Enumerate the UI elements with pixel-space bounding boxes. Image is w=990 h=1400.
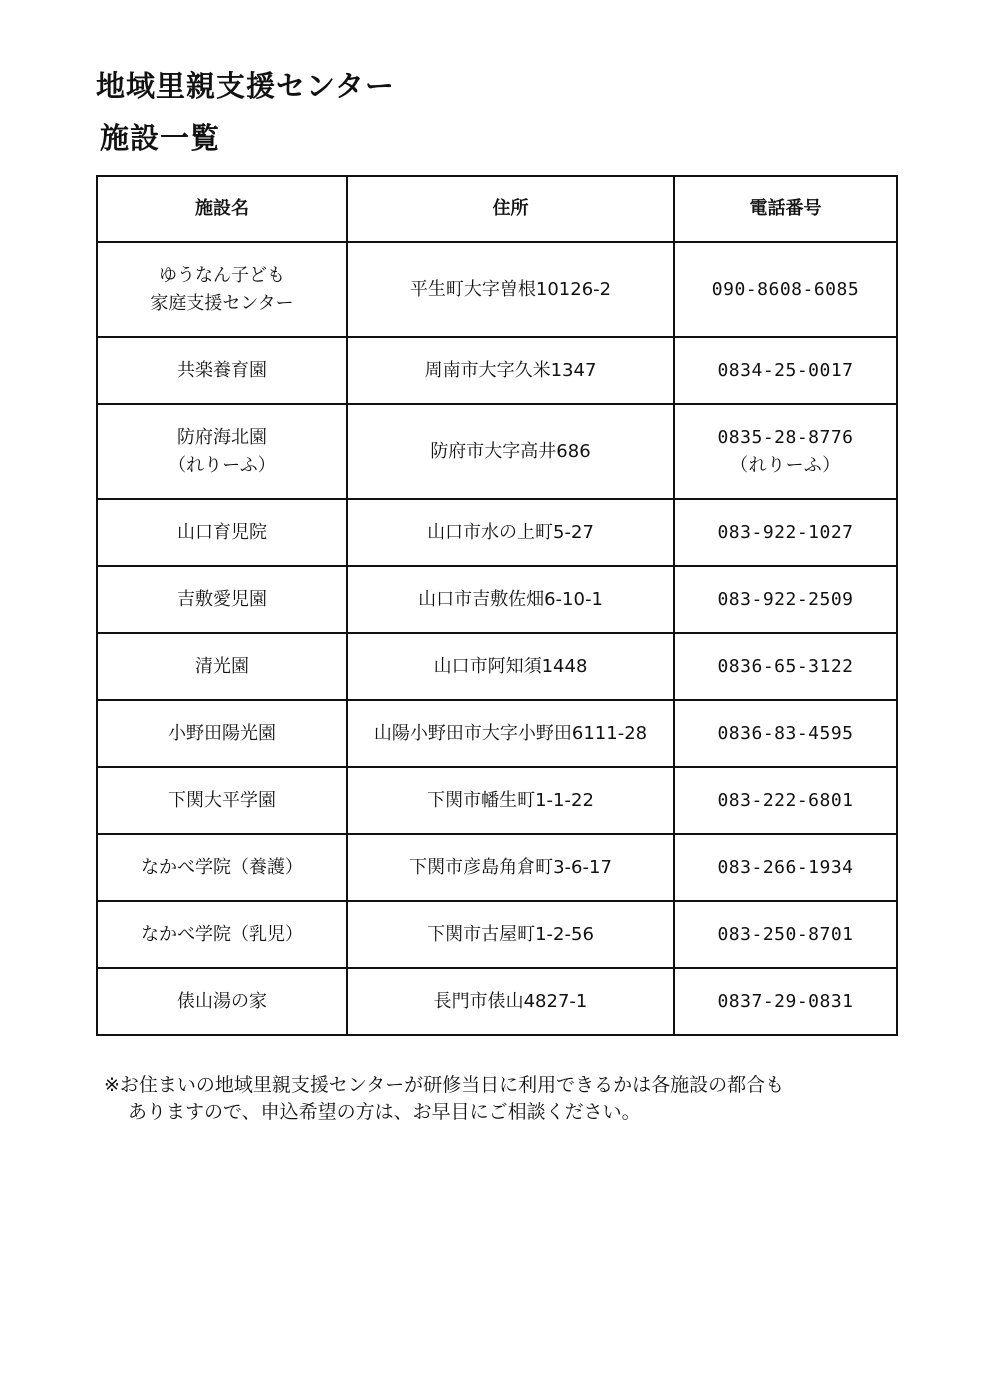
- facility-name-cell: [97, 337, 347, 404]
- facility-phone-cell: [674, 566, 897, 633]
- facility-address: 下関市古屋町1-2-56: [347, 901, 674, 968]
- facility-name: ゆうなん子ども: [159, 264, 285, 286]
- facility-phone-cell: [674, 499, 897, 566]
- table-row: [97, 767, 897, 834]
- table-row: [97, 901, 897, 968]
- facility-phone: 0836-65-3122: [717, 655, 854, 677]
- table-row: [97, 242, 897, 337]
- page-subtitle: 施設一覧: [100, 121, 221, 155]
- facility-phone-cell: [674, 767, 897, 834]
- footnote: [104, 1072, 904, 1126]
- facility-name: 防府海北園: [177, 426, 267, 448]
- facility-name-cell: [97, 633, 347, 700]
- facility-name: なかべ学院（養護）: [141, 856, 303, 878]
- table-row: [97, 404, 897, 499]
- facility-name: 共楽養育園: [177, 359, 267, 381]
- table-row: [97, 566, 897, 633]
- facility-name: なかべ学院（乳児）: [141, 923, 303, 945]
- table-row: [97, 834, 897, 901]
- facility-phone: 083-222-6801: [717, 789, 854, 811]
- facility-phone-cell: [674, 968, 897, 1035]
- facility-phone-cell: [674, 700, 897, 767]
- facility-address: 防府市大字高井686: [347, 404, 674, 499]
- facility-name-cell: [97, 700, 347, 767]
- facility-name-cell: [97, 968, 347, 1035]
- facility-phone-cell: [674, 834, 897, 901]
- facility-name: 吉敷愛児園: [177, 588, 267, 610]
- facility-phone-cell: [674, 242, 897, 337]
- table-row: [97, 700, 897, 767]
- facility-name-cell: [97, 834, 347, 901]
- facility-address: 山口市吉敷佐畑6-10-1: [347, 566, 674, 633]
- facility-address: 周南市大字久米1347: [347, 337, 674, 404]
- facility-name: 清光園: [195, 655, 249, 677]
- column-header-address: 住所: [347, 176, 674, 242]
- footnote-line: ※お住まいの地域里親支援センターが研修当日に利用できるかは各施設の都合も: [104, 1074, 785, 1096]
- facility-phone: 083-266-1934: [717, 856, 854, 878]
- facility-phone: 0835-28-8776: [717, 426, 854, 448]
- facility-address: 下関市幡生町1-1-22: [347, 767, 674, 834]
- facility-phone-cell: [674, 901, 897, 968]
- page-title: 地域里親支援センター: [96, 69, 395, 103]
- footnote-line: ありますので、申込希望の方は、お早目にご相談ください。: [128, 1101, 641, 1123]
- table-row: [97, 633, 897, 700]
- facility-phone: 083-922-1027: [717, 521, 854, 543]
- facility-address: 平生町大字曽根10126-2: [347, 242, 674, 337]
- table-row: [97, 499, 897, 566]
- facility-name-cell: [97, 901, 347, 968]
- facility-phone: 090-8608-6085: [711, 278, 860, 300]
- facility-name: （れりーふ）: [168, 454, 276, 476]
- facility-name-cell: [97, 404, 347, 499]
- facility-name-cell: [97, 566, 347, 633]
- facility-address: 下関市彦島角倉町3-6-17: [347, 834, 674, 901]
- facility-name: 俵山湯の家: [177, 990, 267, 1012]
- facility-name: 家庭支援センター: [150, 292, 294, 314]
- facility-phone: 0834-25-0017: [717, 359, 854, 381]
- column-header-name: 施設名: [97, 176, 347, 242]
- facility-name-cell: [97, 499, 347, 566]
- facility-phone-cell: [674, 404, 897, 499]
- facility-name: 下関大平学園: [168, 789, 276, 811]
- facility-table: [96, 175, 898, 1036]
- table-row: [97, 968, 897, 1035]
- facility-address: 山口市阿知須1448: [347, 633, 674, 700]
- facility-phone: 083-250-8701: [717, 923, 854, 945]
- facility-address: 山陽小野田市大字小野田6111-28: [347, 700, 674, 767]
- table-body: [97, 242, 897, 1035]
- facility-address: 山口市水の上町5-27: [347, 499, 674, 566]
- facility-phone-cell: [674, 633, 897, 700]
- facility-phone-cell: [674, 337, 897, 404]
- table-header-row: [97, 176, 897, 242]
- facility-phone: 0837-29-0831: [717, 990, 854, 1012]
- facility-phone: （れりーふ）: [730, 454, 841, 476]
- facility-name-cell: [97, 242, 347, 337]
- table-row: [97, 337, 897, 404]
- column-header-phone: 電話番号: [674, 176, 897, 242]
- facility-address: 長門市俵山4827-1: [347, 968, 674, 1035]
- facility-name: 山口育児院: [177, 521, 267, 543]
- facility-phone: 0836-83-4595: [717, 722, 854, 744]
- facility-phone: 083-922-2509: [717, 588, 854, 610]
- facility-name: 小野田陽光園: [168, 722, 276, 744]
- facility-name-cell: [97, 767, 347, 834]
